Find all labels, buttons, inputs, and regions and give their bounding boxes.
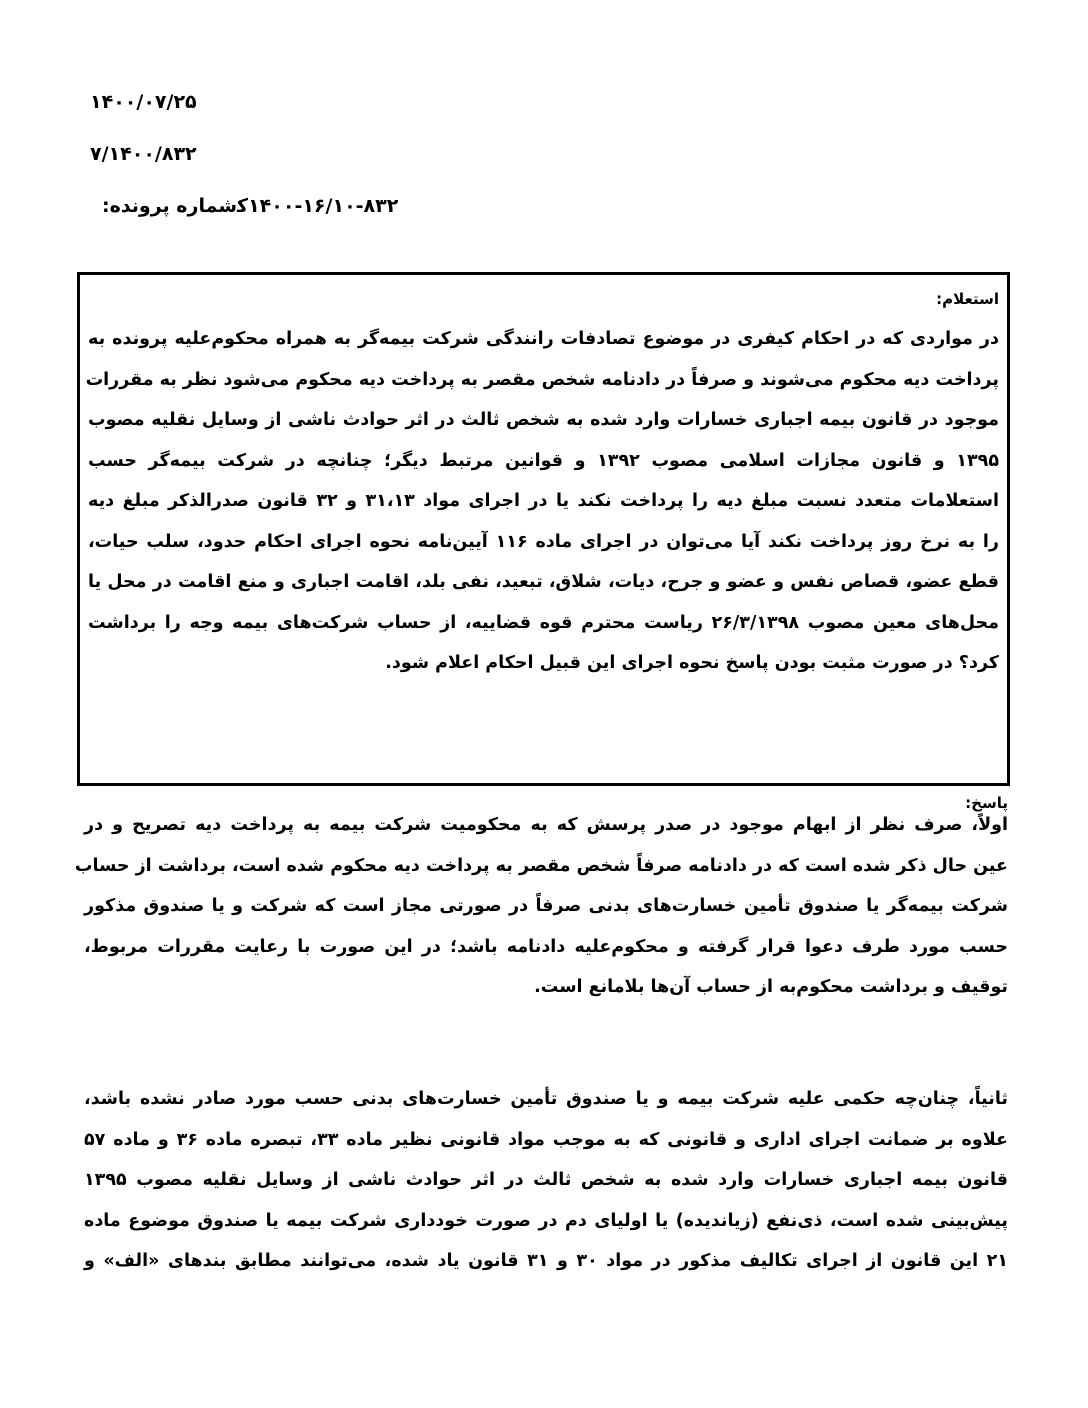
- answer-line: پیش‌بینی شده است، ذی‌نفع (زیاندیده) یا اولیای دم در صورت خودداری شرکت بیمه یا صندوق موضوع ماده: [84, 1210, 1008, 1231]
- answer-line: عین حال ذکر شده است که در دادنامه صرفاً شخص مقصر به پرداخت دیه محکوم شده است، برداشت از حساب: [74, 855, 1008, 876]
- answer-line: قانون بیمه اجباری خسارات وارد شده به شخص ثالث در اثر حوادث ناشی از وسایل نقلیه مصوب ۱۳۹۵: [84, 1170, 1008, 1190]
- document-date: ۱۴۰۰/۰۷/۲۵: [90, 91, 197, 113]
- inquiry-line: [88, 400, 999, 441]
- inquiry-box: [77, 272, 1010, 786]
- text-run: ریاست محترم قوه قضاییه، از حساب شرکت‌های بیمه وجه را برداشت: [88, 612, 712, 633]
- inquiry-line: [88, 603, 999, 644]
- text-run: موجود در قانون بیمه اجباری خسارات وارد شده به شخص ثالث در اثر حوادث ناشی از وسایل نقلیه مصوب: [88, 410, 999, 430]
- answer-line: ۲۱ این قانون از اجرای تکالیف مذکور در مواد ۳۰ و ۳۱ قانون یاد شده، می‌توانند مطابق بندهای «الف» و: [84, 1251, 1008, 1271]
- inquiry-heading: استعلام:: [936, 290, 999, 308]
- text-run: در مواردی که در احکام کیفری در موضوع تصادفات رانندگی شرکت بیمه‌گر به همراه محکوم‌علیه پرونده به: [88, 329, 999, 349]
- inquiry-line: [88, 481, 999, 522]
- text-run: محل‌های معین مصوب: [799, 612, 999, 633]
- file-number-label: شماره پرونده:: [102, 195, 238, 217]
- answer-line: حسب مورد طرف دعوا قرار گرفته و محکوم‌علیه دادنامه باشد؛ در این صورت با رعایت مقررات مربوط،: [84, 936, 1008, 957]
- inquiry-line: [88, 522, 999, 563]
- inquiry-line: [88, 441, 999, 482]
- document-number: ۷/۱۴۰۰/۸۳۲: [90, 143, 197, 165]
- inquiry-line: [88, 643, 999, 684]
- text-run: کرد؟ در صورت مثبت بودن پاسخ نحوه اجرای این قبیل احکام اعلام شود.: [385, 653, 999, 673]
- inline-number: ۲۶/۳/۱۳۹۸: [711, 612, 800, 633]
- text-run: استعلامات متعدد نسبت مبلغ دیه را پرداخت نکند یا در اجرای مواد: [414, 491, 999, 511]
- inquiry-line: [88, 319, 999, 360]
- text-run: ۱۳۹۵ و قانون مجازات اسلامی مصوب ۱۳۹۲ و قوانین مرتبط دیگر؛ چنانچه در شرکت بیمه‌گر حسب: [88, 450, 1000, 471]
- text-run: قطع عضو، قصاص نفس و عضو و جرح، دیات، شلاق، تبعید، نفی بلد، اقامت اجباری و منع اقامت در محل یا: [88, 572, 999, 592]
- text-run: پرداخت دیه محکوم می‌شوند و صرفاً در دادنامه شخص مقصر به پرداخت دیه محکوم می‌شود نظر به مقررات: [85, 369, 999, 390]
- answer-line: ثانیاً، چنان‌چه حکمی علیه شرکت بیمه و یا صندوق تأمین خسارت‌های بدنی حسب مورد صادر نشده باشد،: [84, 1089, 1008, 1109]
- answer-paragraph-1: [74, 805, 1008, 1008]
- answer-line: اولاً، صرف نظر از ابهام موجود در صدر پرسش که به محکومیت شرکت بیمه به پرداخت دیه تصریح و در: [84, 815, 1008, 835]
- text-run: و ۳۲ قانون صدرالذکر مبلغ دیه: [88, 491, 366, 511]
- answer-line: علاوه بر ضمانت اجرای اداری و قانونی که به موجب مواد قانونی نظیر ماده ۳۳، تبصره ماده ۳۶ و ماده ۵۷: [84, 1129, 1008, 1150]
- inline-number: ۳۱،۱۳: [365, 491, 415, 511]
- answer-heading: پاسخ:: [965, 794, 1008, 812]
- answer-line: توقیف و برداشت محکوم‌به از حساب آن‌ها بلامانع است.: [534, 977, 1008, 997]
- inquiry-line: [85, 360, 999, 401]
- answer-line: شرکت بیمه‌گر یا صندوق تأمین خسارت‌های بدنی صرفاً در صورتی مجاز است که شرکت و یا صندوق مذکور: [84, 896, 1008, 916]
- inquiry-line: [88, 562, 999, 603]
- file-number-value: ک۱۴۰۰-۱۶/۱۰-۸۳۲: [237, 195, 399, 217]
- file-number: [90, 194, 398, 218]
- text-run: را به نرخ روز پرداخت نکند آیا می‌توان در اجرای ماده ۱۱۶ آیین‌نامه نحوه اجرای احکام حدود، سلب حیات،: [88, 531, 999, 552]
- answer-paragraph-2: [84, 1079, 1008, 1282]
- inquiry-text: [85, 319, 1000, 684]
